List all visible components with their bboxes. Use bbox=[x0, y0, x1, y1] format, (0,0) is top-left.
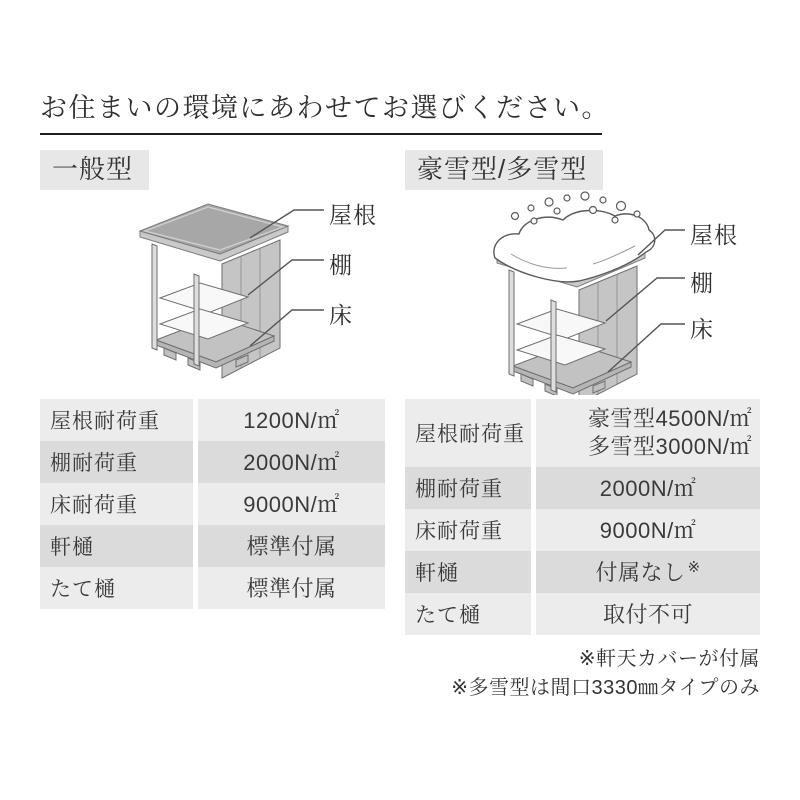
shed-left-post bbox=[152, 244, 157, 350]
row-label: 棚耐荷重 bbox=[405, 467, 531, 509]
shelf-label: 棚 bbox=[690, 269, 714, 296]
row-value bbox=[536, 399, 760, 467]
floor-label: 床 bbox=[329, 301, 353, 328]
shed-middle-post bbox=[551, 300, 556, 392]
footnote: ※多雪型は間口3330㎜タイプのみ bbox=[451, 676, 760, 699]
spec-table-general bbox=[40, 399, 385, 609]
row-label: 棚耐荷重 bbox=[40, 441, 193, 483]
row-value: 標準付属 bbox=[198, 567, 385, 609]
table-row bbox=[405, 593, 760, 635]
shed-illustration-general bbox=[40, 190, 385, 395]
shed-left-post bbox=[509, 270, 514, 376]
table-row bbox=[405, 399, 760, 467]
section-header-general: 一般型 bbox=[40, 150, 149, 190]
comparison-columns bbox=[40, 150, 760, 703]
roof-label: 屋根 bbox=[329, 201, 377, 228]
value-line: 多雪型3000N/㎡ bbox=[588, 433, 752, 459]
table-row bbox=[40, 441, 385, 483]
spec-table-snow bbox=[405, 399, 760, 635]
row-value: 2000N/㎡ bbox=[536, 467, 760, 509]
shed-middle-post bbox=[194, 274, 199, 366]
row-label: たて樋 bbox=[405, 593, 531, 635]
row-label: 屋根耐荷重 bbox=[405, 399, 531, 467]
table-row bbox=[40, 399, 385, 441]
row-value: 9000N/㎡ bbox=[536, 509, 760, 551]
row-label: 軒樋 bbox=[405, 551, 531, 593]
shed-graphic bbox=[140, 204, 288, 378]
row-label: 屋根耐荷重 bbox=[40, 399, 193, 441]
table-row bbox=[40, 483, 385, 525]
section-general bbox=[40, 150, 385, 703]
table-row bbox=[405, 551, 760, 593]
row-value: 標準付属 bbox=[198, 525, 385, 567]
row-label: 軒樋 bbox=[40, 525, 193, 567]
row-label: たて樋 bbox=[40, 567, 193, 609]
row-label: 床耐荷重 bbox=[405, 509, 531, 551]
page-title: お住まいの環境にあわせてお選びください。 bbox=[40, 86, 602, 135]
section-snow bbox=[405, 150, 760, 703]
shelf-label: 棚 bbox=[329, 251, 353, 278]
section-header-snow: 豪雪型/多雪型 bbox=[405, 150, 603, 190]
table-row bbox=[40, 567, 385, 609]
roof-label: 屋根 bbox=[690, 221, 738, 248]
row-label: 床耐荷重 bbox=[40, 483, 193, 525]
value-text: 付属なし bbox=[595, 560, 686, 586]
row-value: 取付不可 bbox=[536, 593, 760, 635]
footnotes bbox=[405, 645, 760, 703]
table-row bbox=[405, 467, 760, 509]
value-line: 豪雪型4500N/㎡ bbox=[588, 406, 752, 432]
row-value bbox=[536, 551, 760, 593]
table-row bbox=[405, 509, 760, 551]
shed-illustration-snow bbox=[405, 190, 760, 395]
asterisk-mark: ※ bbox=[687, 558, 701, 576]
footnote: ※軒天カバーが付属 bbox=[578, 647, 760, 670]
shed-graphic bbox=[494, 192, 655, 395]
row-value: 2000N/㎡ bbox=[198, 441, 385, 483]
table-row bbox=[40, 525, 385, 567]
floor-label: 床 bbox=[690, 315, 714, 342]
row-value: 9000N/㎡ bbox=[198, 483, 385, 525]
row-value: 1200N/㎡ bbox=[198, 399, 385, 441]
